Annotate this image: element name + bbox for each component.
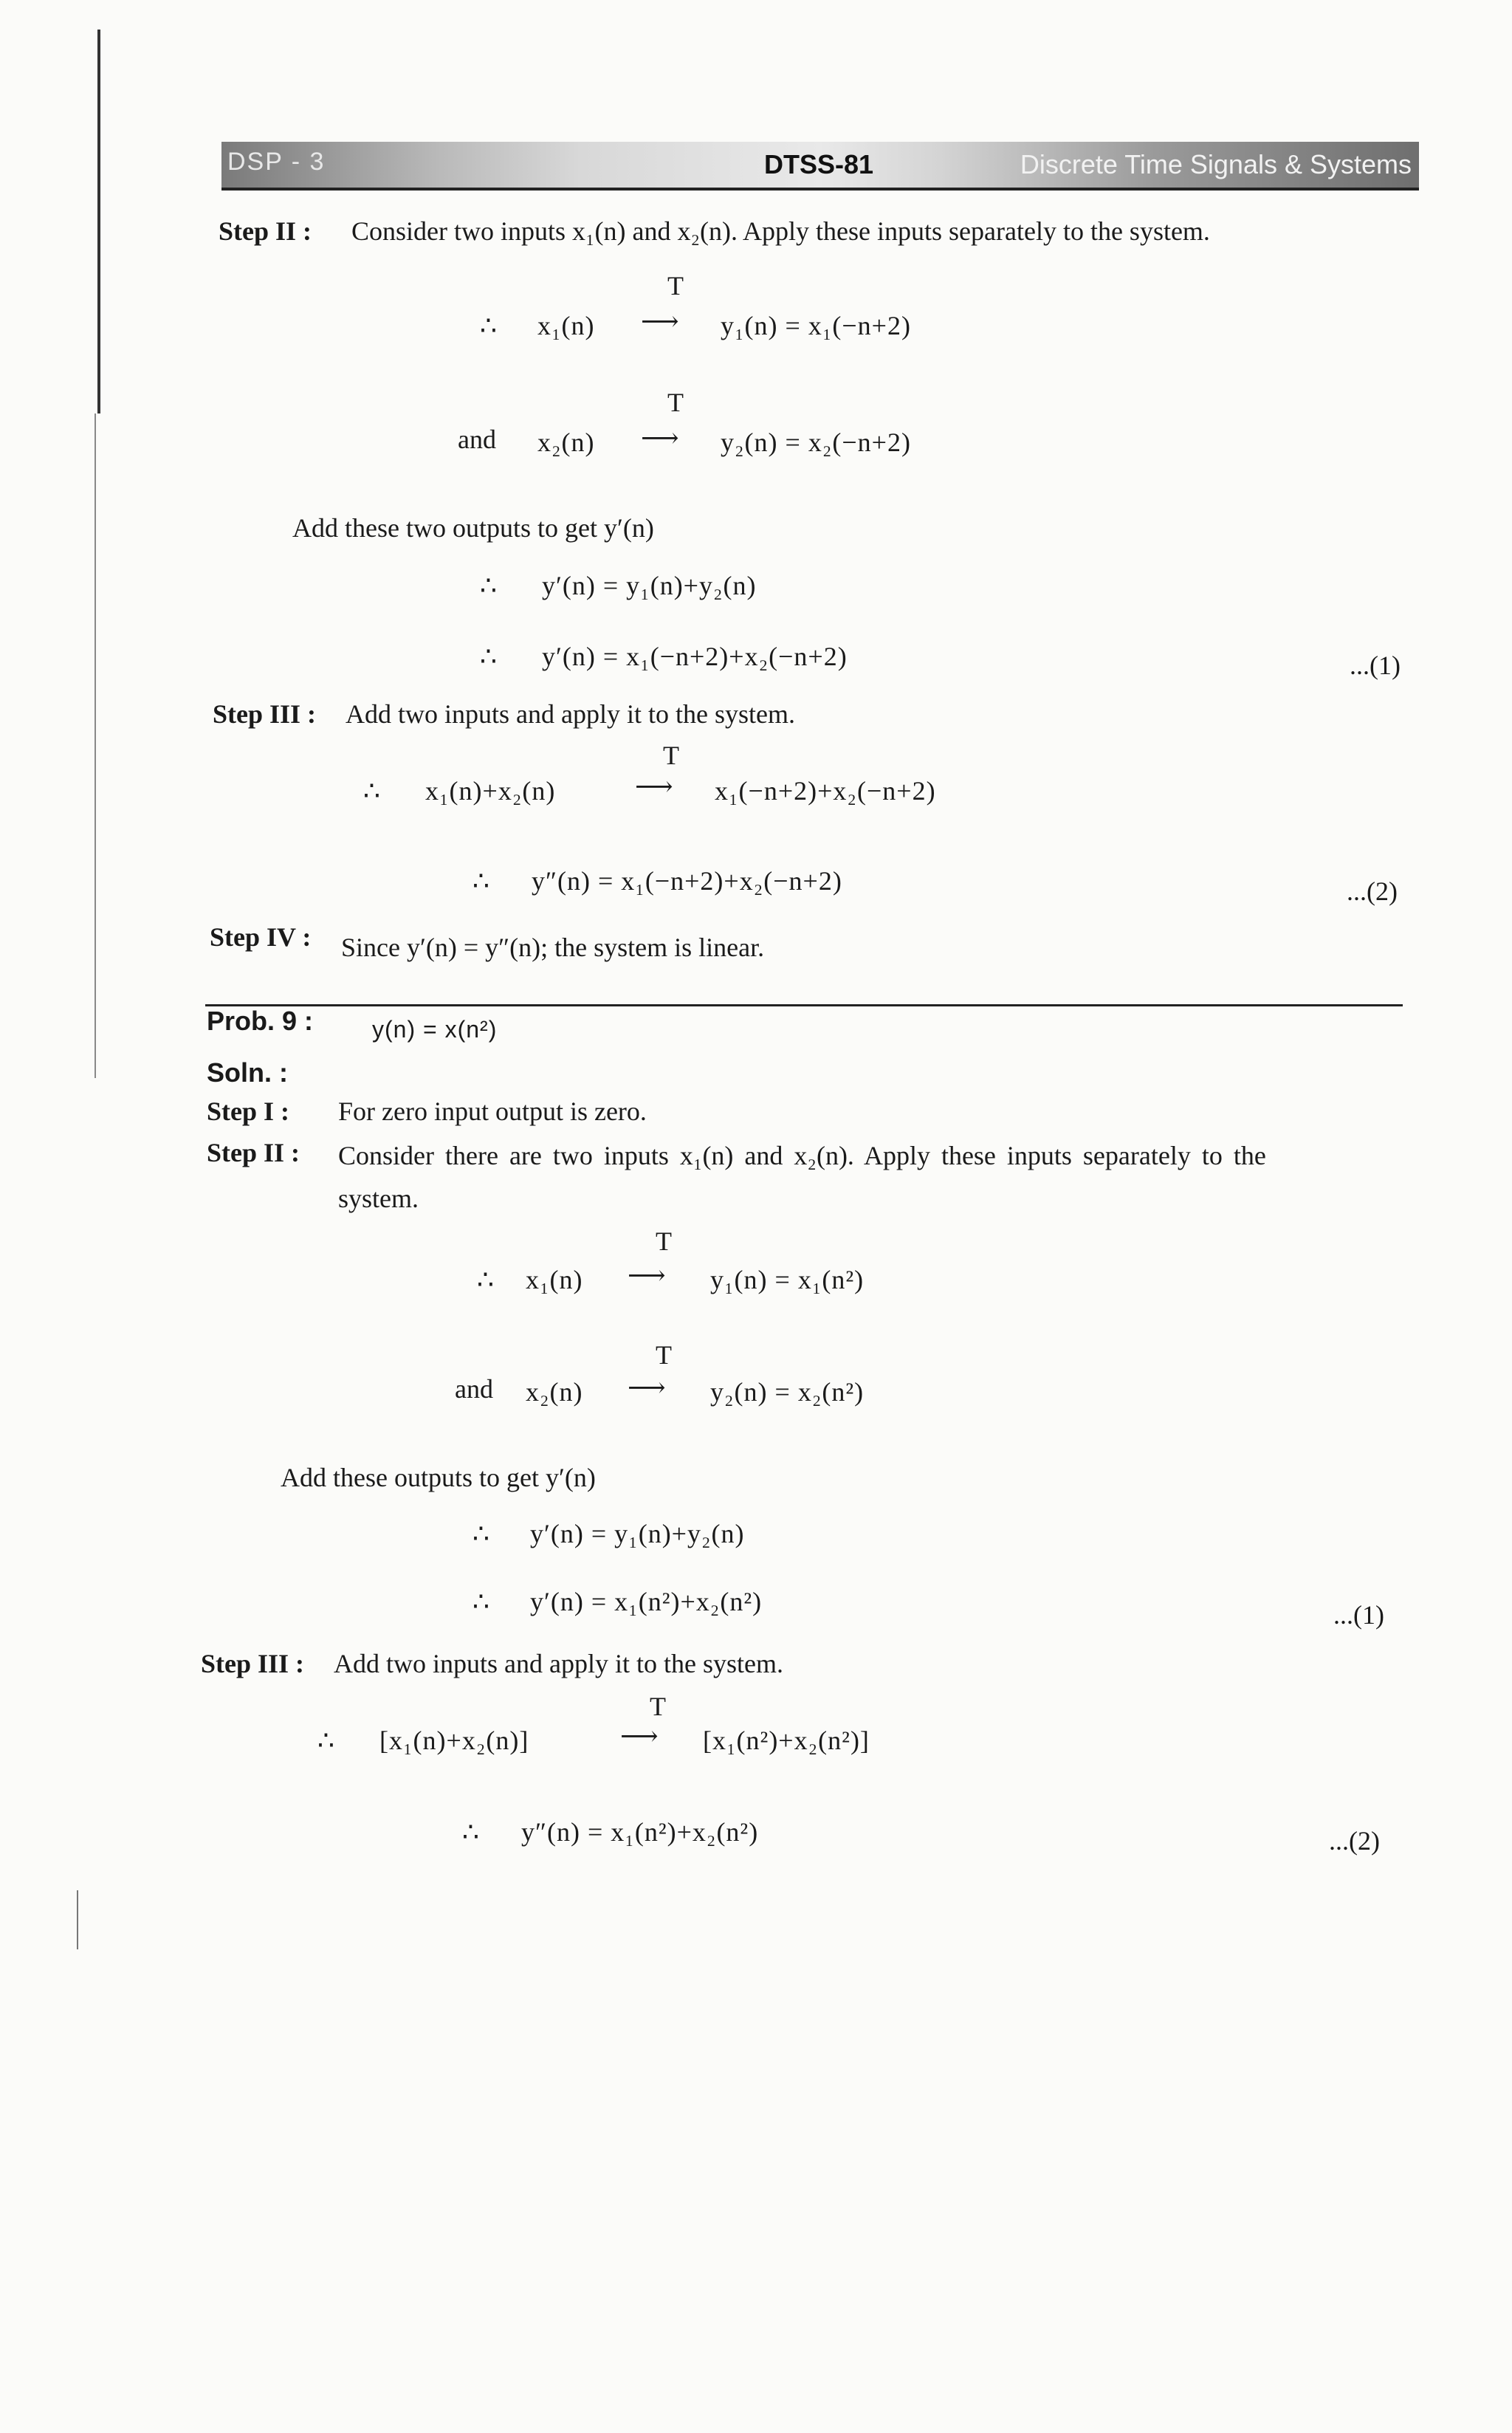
problem-label: Prob. 9 :: [207, 1006, 314, 1036]
arrow: ⟶: [641, 423, 679, 453]
step-3-text: Add two inputs and apply it to the system.: [346, 699, 795, 729]
step-3-label: Step III :: [201, 1649, 305, 1678]
equation-number: ...(1): [1350, 651, 1401, 680]
scan-margin-line: [94, 413, 96, 1078]
equation-1: y′(n) = x₁(−n+2)+x₂(−n+2): [542, 642, 848, 671]
equation-lhs: x₂(n): [526, 1377, 583, 1407]
equation-2: y″(n) = x₁(−n+2)+x₂(−n+2): [532, 866, 842, 896]
scan-margin-line: [97, 30, 100, 413]
step-3-text: Add two inputs and apply it to the system.: [334, 1649, 783, 1678]
equation-1: y′(n) = x₁(n²)+x₂(n²): [530, 1587, 763, 1616]
header-page-code: DTSS-81: [764, 149, 874, 179]
step-1-label: Step I :: [207, 1097, 290, 1126]
transform-label: T: [650, 1692, 666, 1721]
step-2-text-continued: system.: [338, 1184, 419, 1213]
therefore-symbol: ∴: [472, 1587, 489, 1616]
equation-rhs: y₁(n) = x₁(−n+2): [721, 311, 911, 340]
header-left-label: DSP - 3: [227, 148, 326, 176]
step-2-label: Step II :: [207, 1138, 300, 1167]
transform-label: T: [663, 741, 679, 770]
therefore-symbol: ∴: [480, 642, 497, 671]
solution-label: Soln. :: [207, 1057, 288, 1088]
equation-lhs: x₂(n): [537, 428, 595, 457]
step-4-label: Step IV :: [210, 922, 312, 952]
problem-equation: y(n) = x(n²): [372, 1016, 498, 1043]
equation-lhs: x₁(n): [537, 311, 595, 340]
step-2-text: Consider there are two inputs x₁(n) and x₂(n). Apply these inputs separately to the: [338, 1141, 1266, 1170]
and-word: and: [455, 1374, 493, 1404]
equation-number: ...(2): [1329, 1826, 1380, 1856]
transform-label: T: [656, 1340, 672, 1370]
equation-rhs: x₁(−n+2)+x₂(−n+2): [715, 776, 936, 806]
equation-2: y″(n) = x₁(n²)+x₂(n²): [521, 1817, 759, 1847]
transform-label: T: [656, 1226, 672, 1256]
therefore-symbol: ∴: [363, 776, 380, 806]
therefore-symbol: ∴: [480, 311, 497, 340]
arrow: ⟶: [620, 1721, 659, 1751]
therefore-symbol: ∴: [462, 1817, 479, 1847]
equation-sum: y′(n) = y₁(n)+y₂(n): [530, 1519, 745, 1548]
therefore-symbol: ∴: [317, 1726, 334, 1755]
equation-sum: y′(n) = y₁(n)+y₂(n): [542, 571, 757, 600]
equation-lhs: x₁(n)+x₂(n): [425, 776, 556, 806]
arrow: ⟶: [641, 306, 679, 336]
step-4-text: Since y′(n) = y″(n); the system is linear.: [341, 933, 765, 962]
equation-rhs: y₂(n) = x₂(−n+2): [721, 428, 911, 457]
equation-rhs: y₁(n) = x₁(n²): [710, 1265, 865, 1294]
step-2-text: Consider two inputs x₁(n) and x₂(n). Apply these inputs separately to the system.: [351, 216, 1210, 246]
therefore-symbol: ∴: [477, 1265, 494, 1294]
equation-lhs: x₁(n): [526, 1265, 583, 1294]
step-2-label: Step II :: [219, 216, 312, 246]
arrow: ⟶: [628, 1260, 666, 1290]
header-chapter-title: Discrete Time Signals & Systems: [1020, 149, 1412, 179]
equation-number: ...(1): [1333, 1600, 1384, 1630]
arrow: ⟶: [628, 1373, 666, 1402]
transform-label: T: [667, 271, 684, 301]
therefore-symbol: ∴: [480, 571, 497, 600]
step-1-text: For zero input output is zero.: [338, 1097, 647, 1126]
page-header-bar: [221, 142, 1419, 191]
equation-rhs: y₂(n) = x₂(n²): [710, 1377, 865, 1407]
therefore-symbol: ∴: [472, 866, 489, 896]
therefore-symbol: ∴: [472, 1519, 489, 1548]
equation-rhs: [x₁(n²)+x₂(n²)]: [703, 1726, 870, 1755]
and-word: and: [458, 425, 496, 454]
section-divider: [205, 1004, 1403, 1006]
equation-number: ...(2): [1347, 876, 1398, 906]
scan-margin-line: [77, 1890, 78, 1949]
transform-label: T: [667, 388, 684, 417]
step-3-label: Step III :: [213, 699, 317, 729]
equation-lhs: [x₁(n)+x₂(n)]: [379, 1726, 529, 1755]
add-outputs-text: Add these outputs to get y′(n): [281, 1463, 596, 1492]
arrow: ⟶: [635, 772, 673, 801]
add-outputs-text: Add these two outputs to get y′(n): [292, 513, 654, 543]
